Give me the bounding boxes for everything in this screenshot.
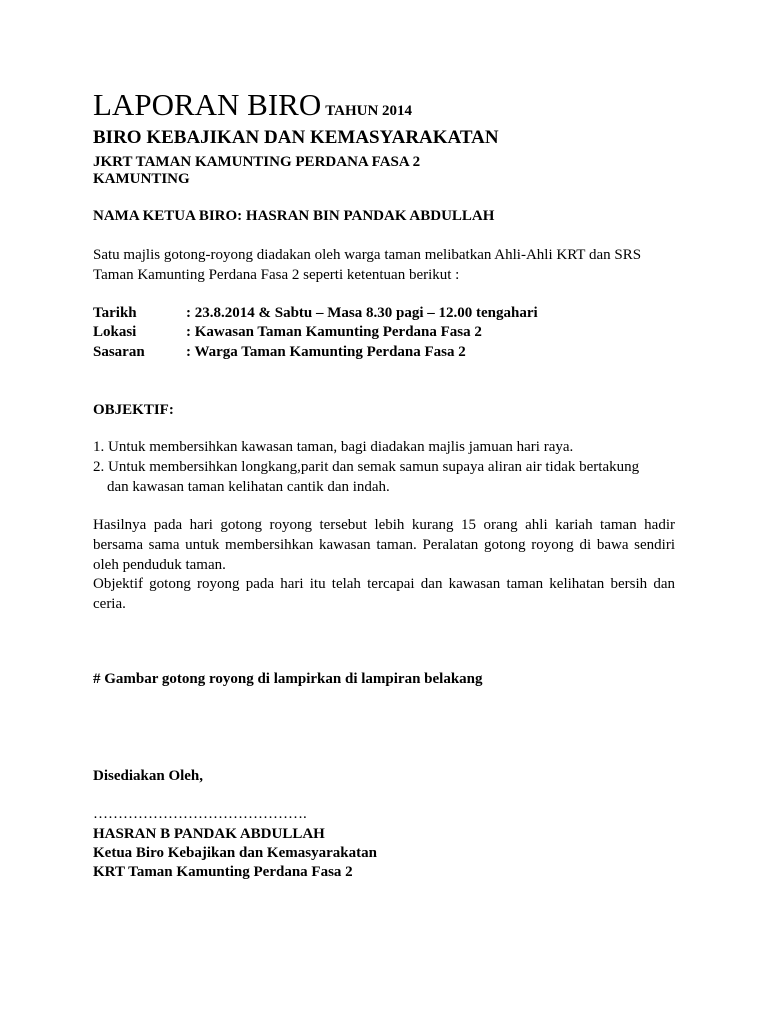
prepared-by: Disediakan Oleh,: [93, 768, 204, 784]
signer-org: KRT Taman Kamunting Perdana Fasa 2: [93, 864, 353, 880]
result-paragraph-2: Objektif gotong royong pada hari itu telah tercapai dan kawasan taman kelihatan bersih dan ceria.: [93, 576, 675, 612]
detail-row-tarikh: [93, 303, 538, 323]
detail-label: Lokasi: [93, 324, 137, 340]
biro-heading: BIRO KEBAJIKAN DAN KEMASYARAKATAN: [93, 127, 499, 148]
detail-row-lokasi: [93, 322, 482, 342]
objektif-heading: OBJEKTIF:: [93, 402, 174, 418]
detail-row-sasaran: [93, 342, 466, 362]
ketua-line: NAMA KETUA BIRO: HASRAN BIN PANDAK ABDULLAH: [93, 208, 495, 224]
detail-label: Sasaran: [93, 344, 145, 360]
signer-position: Ketua Biro Kebajikan dan Kemasyarakatan: [93, 845, 377, 861]
title-year: TAHUN 2014: [325, 103, 413, 119]
detail-value: : Kawasan Taman Kamunting Perdana Fasa 2: [186, 324, 482, 340]
result-paragraph-1: Hasilnya pada hari gotong royong tersebut lebih kurang 15 orang ahli kariah taman hadir bersama sama untuk membersihkan kawasan taman. Peralatan gotong royong di bawa sendiri oleh penduduk taman.: [93, 517, 675, 573]
org-line-1: JKRT TAMAN KAMUNTING PERDANA FASA 2: [93, 154, 421, 170]
signature-line: …………………………………….: [93, 806, 307, 822]
objective-text: 1. Untuk membersihkan kawasan taman, bagi diadakan majlis jamuan hari raya.: [93, 439, 574, 455]
detail-value: : Warga Taman Kamunting Perdana Fasa 2: [186, 344, 466, 360]
report-title: [93, 88, 412, 122]
photo-note: # Gambar gotong royong di lampirkan di lampiran belakang: [93, 671, 483, 687]
objective-item-2: [93, 457, 693, 497]
detail-label: Tarikh: [93, 305, 137, 321]
title-main: LAPORAN BIRO: [93, 87, 322, 122]
detail-value: : 23.8.2014 & Sabtu – Masa 8.30 pagi – 12.00 tengahari: [186, 305, 538, 321]
org-line-2: KAMUNTING: [93, 171, 190, 187]
objective-continuation: dan kawasan taman kelihatan cantik dan indah.: [107, 479, 390, 495]
objective-item-1: [93, 437, 693, 457]
signer-name: HASRAN B PANDAK ABDULLAH: [93, 826, 325, 842]
intro-paragraph: Satu majlis gotong-royong diadakan oleh warga taman melibatkan Ahli-Ahli KRT dan SRS Taman Kamunting Perdana Fasa 2 seperti ketentuan berikut :: [93, 247, 642, 283]
objective-text: 2. Untuk membersihkan longkang,parit dan semak samun supaya aliran air tidak bertakung: [93, 459, 640, 475]
